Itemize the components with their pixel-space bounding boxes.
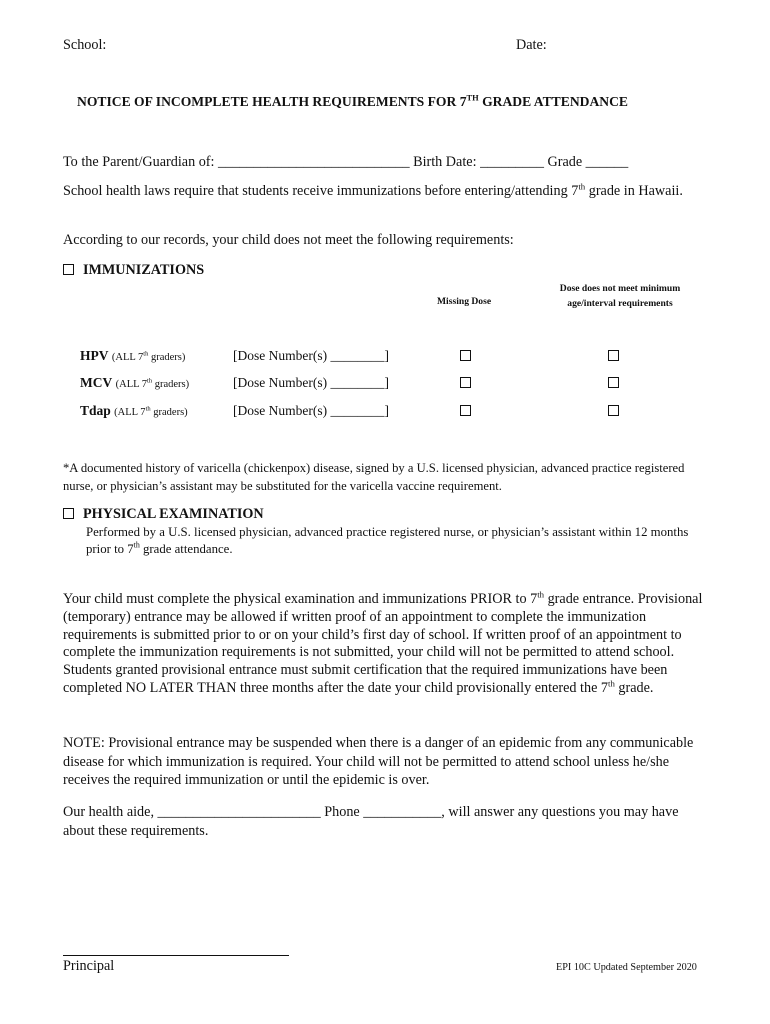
document-title: NOTICE OF INCOMPLETE HEALTH REQUIREMENTS FOR 7TH GRADE ATTENDANCE	[77, 92, 628, 109]
vaccine-row-mcv: MCV (ALL 7th graders)	[80, 375, 190, 390]
interval-checkbox-mcv[interactable]	[608, 377, 619, 388]
school-label: School:	[63, 37, 107, 53]
principal-signature-line	[63, 955, 289, 956]
varicella-note: *A documented history of varicella (chickenpox) disease, signed by a U.S. licensed physician, advanced practice registered nurse, or physician’s assistant may be substituted for the varicella vaccine requirement.	[63, 461, 685, 493]
health-aide-line: Our health aide, _______________________ Phone ___________, will answer any questions you may have about these requirements.	[63, 804, 679, 839]
requirements-paragraph: Your child must complete the physical examination and immunizations PRIOR to 7th grade entrance. Provisional (temporary) entrance may be allowed if written proof of an appointment to complete the immunization requirements is submitted prior to or on your child’s first day of school. If written proof of an appointment to complete the immunization requirements is not submitted, your child will not be permitted to attend school. Students granted provisional entrance must submit certification that the required immunizations have been completed NO LATER THAN three months after the date your child provisionally entered the 7th grade.	[63, 589, 703, 696]
physical-exam-heading: PHYSICAL EXAMINATION	[63, 506, 264, 523]
col-missing-dose: Missing Dose	[437, 296, 492, 307]
dose-number-mcv: [Dose Number(s) ________]	[233, 375, 389, 390]
dose-number-hpv: [Dose Number(s) ________]	[233, 348, 389, 363]
physical-exam-description: Performed by a U.S. licensed physician, advanced practice registered nurse, or physician’s assistant within 12 months prior to 7th grade attendance.	[86, 525, 689, 556]
epidemic-note: NOTE: Provisional entrance may be suspended when there is a danger of an epidemic from any communicable disease for which immunization is required. Your child will not be permitted to attend school unless he/she receives the required immunization or until the epidemic is over.	[63, 735, 694, 788]
physical-exam-checkbox[interactable]	[63, 508, 74, 519]
principal-label: Principal	[63, 958, 115, 974]
parent-guardian-line: To the Parent/Guardian of: ___________________________ Birth Date: _________ Grade ______	[63, 154, 629, 170]
immunizations-heading: IMMUNIZATIONS	[63, 262, 204, 279]
col-interval-requirements: Dose does not meet minimum age/interval requirements	[559, 283, 681, 309]
dose-number-tdap: [Dose Number(s) ________]	[233, 403, 389, 418]
immunizations-checkbox[interactable]	[63, 264, 74, 275]
date-label: Date:	[516, 37, 547, 53]
records-text: According to our records, your child does not meet the following requirements:	[63, 232, 514, 248]
missing-dose-checkbox-hpv[interactable]	[460, 350, 471, 361]
vaccine-row-tdap: Tdap (ALL 7th graders)	[80, 403, 188, 418]
interval-checkbox-tdap[interactable]	[608, 405, 619, 416]
form-id: EPI 10C Updated September 2020	[556, 962, 697, 973]
vaccine-row-hpv: HPV (ALL 7th graders)	[80, 348, 186, 363]
missing-dose-checkbox-mcv[interactable]	[460, 377, 471, 388]
missing-dose-checkbox-tdap[interactable]	[460, 405, 471, 416]
interval-checkbox-hpv[interactable]	[608, 350, 619, 361]
intro-paragraph: School health laws require that students receive immunizations before entering/attending 7th grade in Hawaii.	[63, 181, 683, 199]
